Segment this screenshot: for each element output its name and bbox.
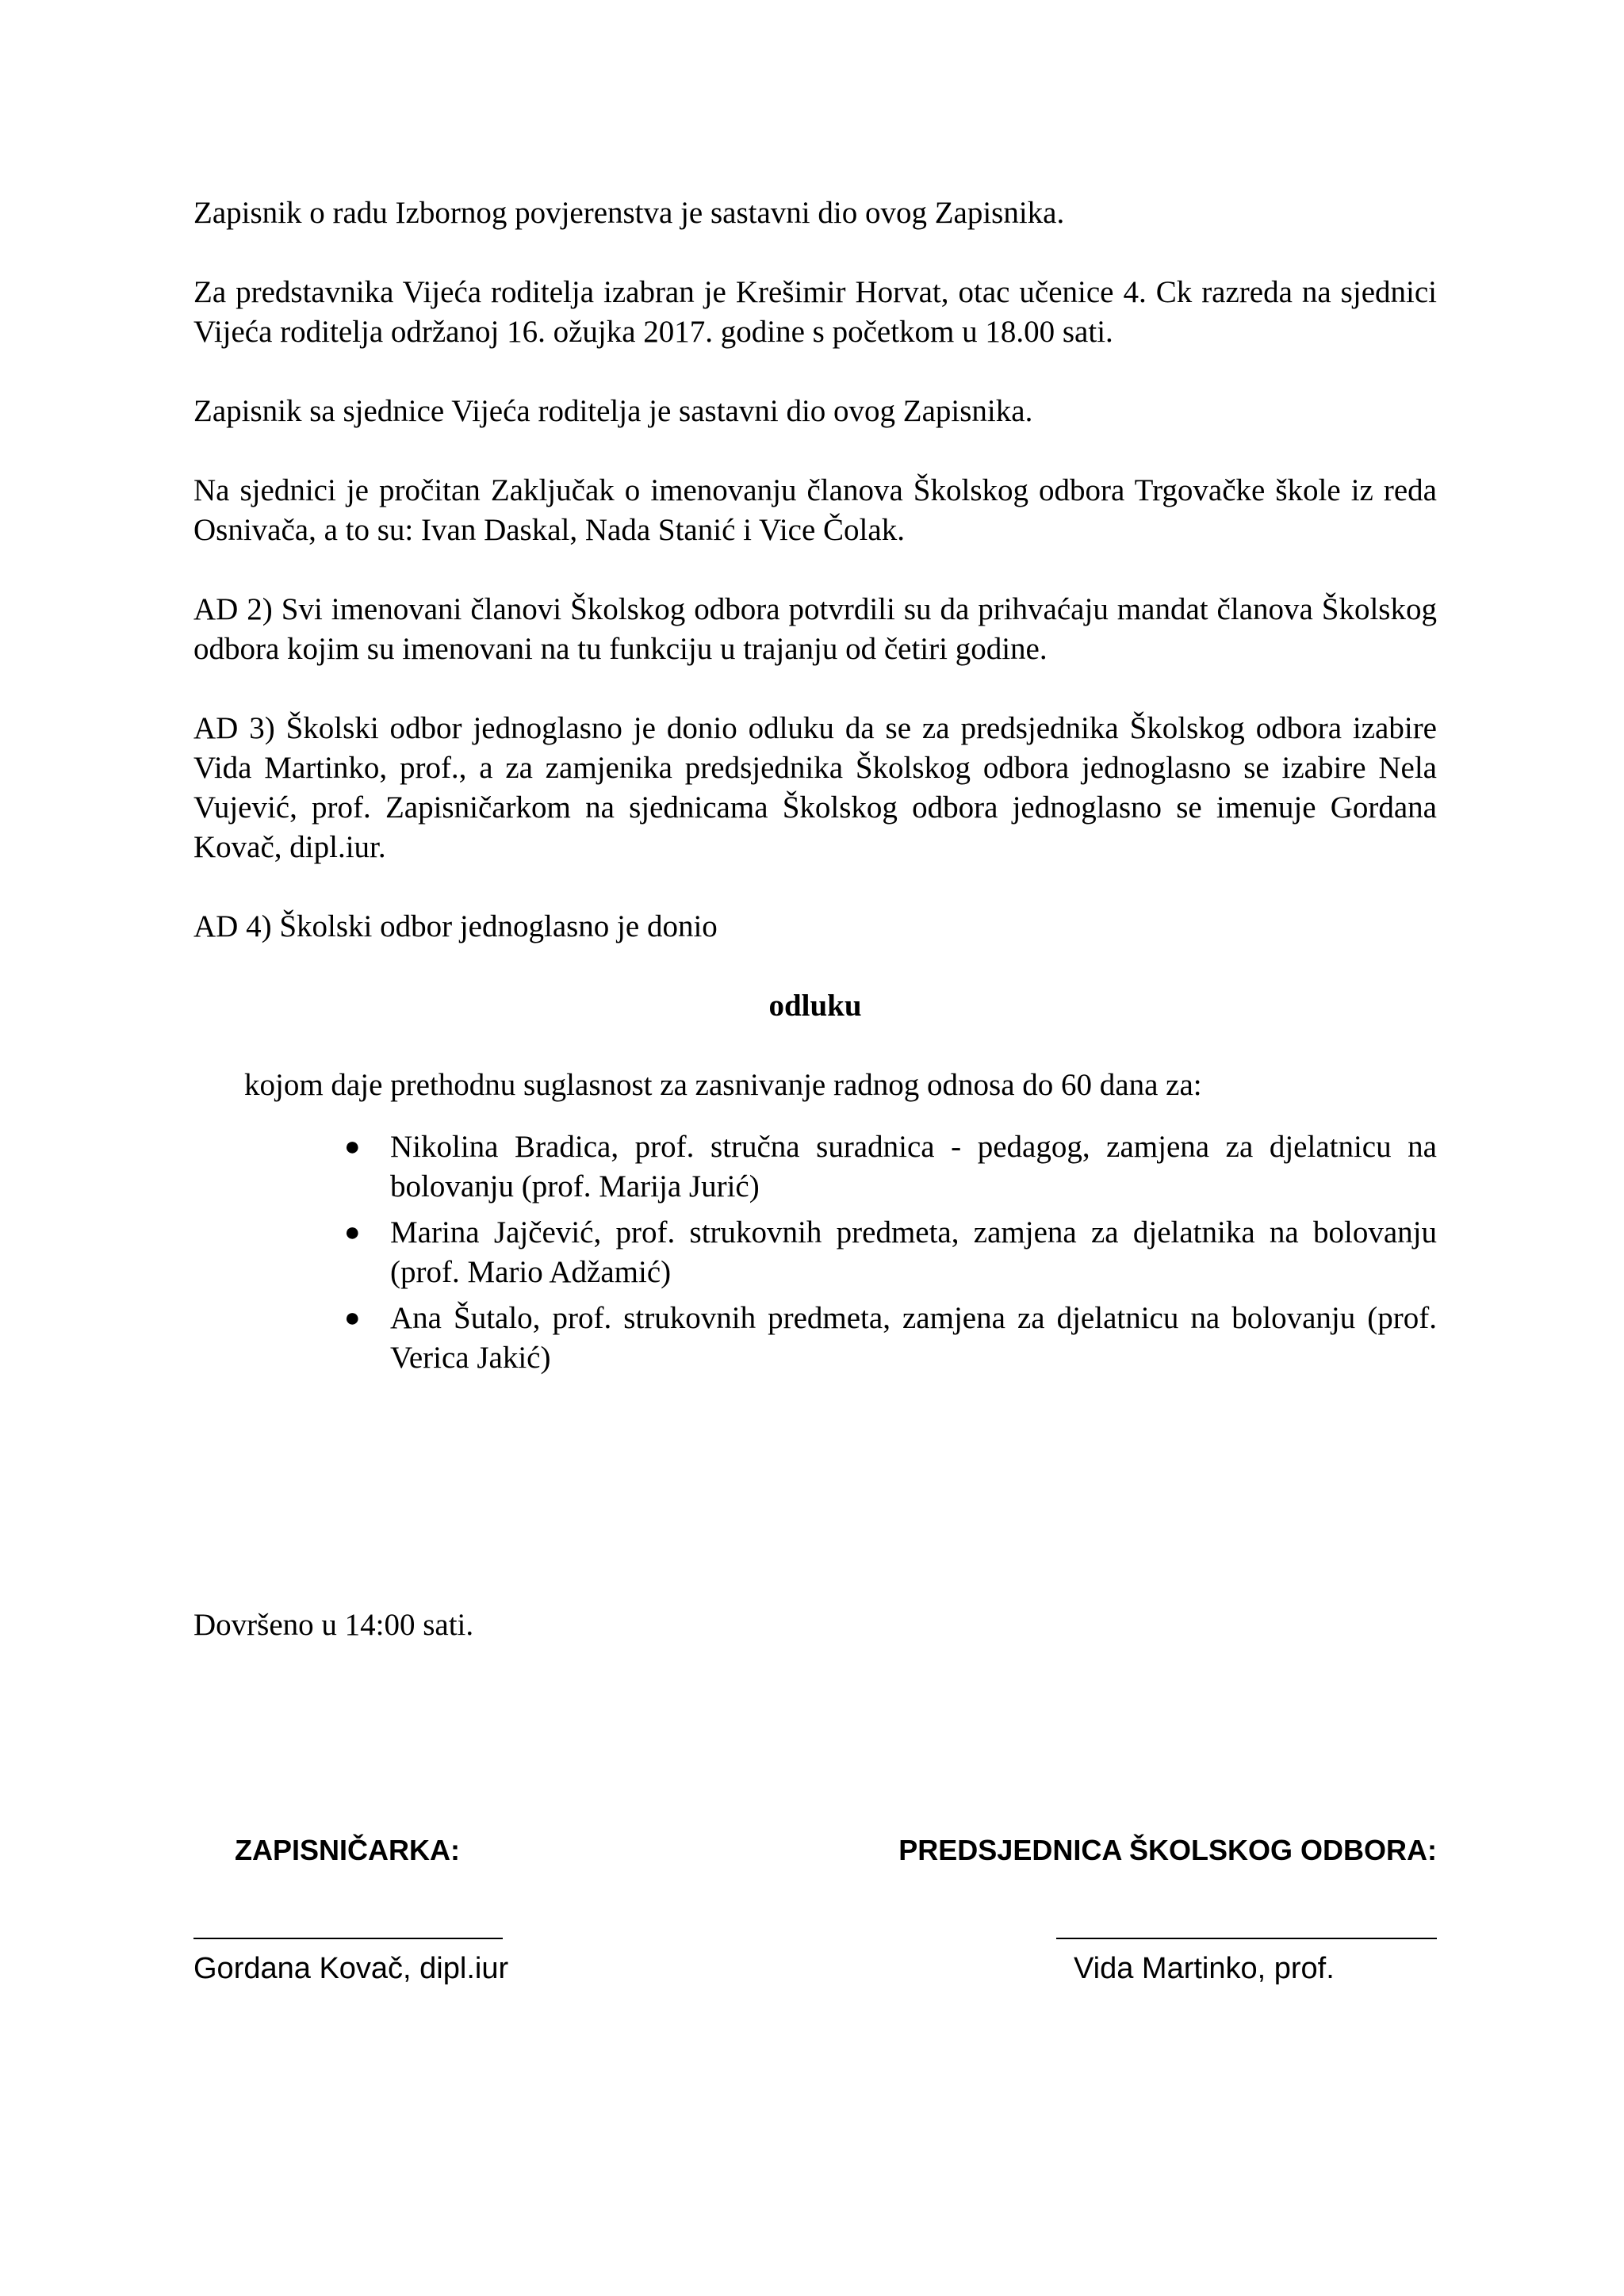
list-item bbox=[344, 1213, 1437, 1292]
list-item-text: Marina Jajčević, prof. strukovnih predmeta, zamjena za djelatnika na bolovanju (prof. Mario Adžamić) bbox=[390, 1215, 1437, 1289]
paragraph-ad4: AD 4) Školski odbor jednoglasno je donio bbox=[193, 909, 718, 943]
board-president-title: PREDSJEDNICA ŠKOLSKOG ODBORA: bbox=[898, 1834, 1437, 1866]
recorder-name: Gordana Kovač, dipl.iur bbox=[193, 1952, 509, 1985]
paragraph-parent-representative: Za predstavnika Vijeća roditelja izabran je Krešimir Horvat, otac učenice 4. Ck razreda na sjednici Vijeća roditelja održanoj 16. ožujka 2017. godine s početkom u 18.00 sati. bbox=[193, 275, 1437, 349]
board-president-signature-line bbox=[1056, 1938, 1437, 1939]
list-item bbox=[344, 1299, 1437, 1378]
bullet-icon: ● bbox=[344, 1303, 361, 1333]
closing-statement: Dovršeno u 14:00 sati. bbox=[193, 1608, 474, 1642]
paragraph-ad2: AD 2) Svi imenovani članovi Školskog odbora potvrdili su da prihvaćaju mandat članova Školskog odbora kojim su imenovani na tu funkciju u trajanju od četiri godine. bbox=[193, 592, 1437, 666]
paragraph-ad3: AD 3) Školski odbor jednoglasno je donio odluku da se za predsjednika Školskog odbora izabire Vida Martinko, prof., a za zamjenika predsjednika Školskog odbora jednoglasno se izabire Nela Vujević, prof. Zapisničarkom na sjednicama Školskog odbora jednoglasno se imenuje Gordana Kovač, dipl.iur. bbox=[193, 711, 1437, 864]
paragraph-election-committee: Zapisnik o radu Izbornog povjerenstva je sastavni dio ovog Zapisnika. bbox=[193, 196, 1065, 230]
list-item-text: Ana Šutalo, prof. strukovnih predmeta, zamjena za djelatnicu na bolovanju (prof. Verica Jakić) bbox=[390, 1301, 1437, 1375]
paragraph-parent-council-minutes: Zapisnik sa sjednice Vijeća roditelja je sastavni dio ovog Zapisnika. bbox=[193, 394, 1033, 428]
bullet-icon: ● bbox=[344, 1218, 361, 1247]
paragraph-founder-members: Na sjednici je pročitan Zaključak o imenovanju članova Školskog odbora Trgovačke škole iz reda Osnivača, a to su: Ivan Daskal, Nada Stanić i Vice Čolak. bbox=[193, 473, 1437, 547]
board-president-name: Vida Martinko, prof. bbox=[1074, 1952, 1335, 1985]
list-item-text: Nikolina Bradica, prof. stručna suradnica - pedagog, zamjena za djelatnicu na bolovanju (prof. Marija Jurić) bbox=[390, 1130, 1437, 1203]
decision-list bbox=[193, 1127, 1437, 1378]
decision-heading: odluku bbox=[768, 989, 862, 1023]
recorder-title: ZAPISNIČARKA: bbox=[235, 1834, 460, 1866]
bullet-icon: ● bbox=[344, 1132, 361, 1161]
decision-intro: kojom daje prethodnu suglasnost za zasnivanje radnog odnosa do 60 dana za: bbox=[244, 1068, 1202, 1102]
document-body bbox=[193, 193, 1437, 1384]
recorder-signature-line bbox=[193, 1938, 503, 1939]
list-item bbox=[344, 1127, 1437, 1207]
